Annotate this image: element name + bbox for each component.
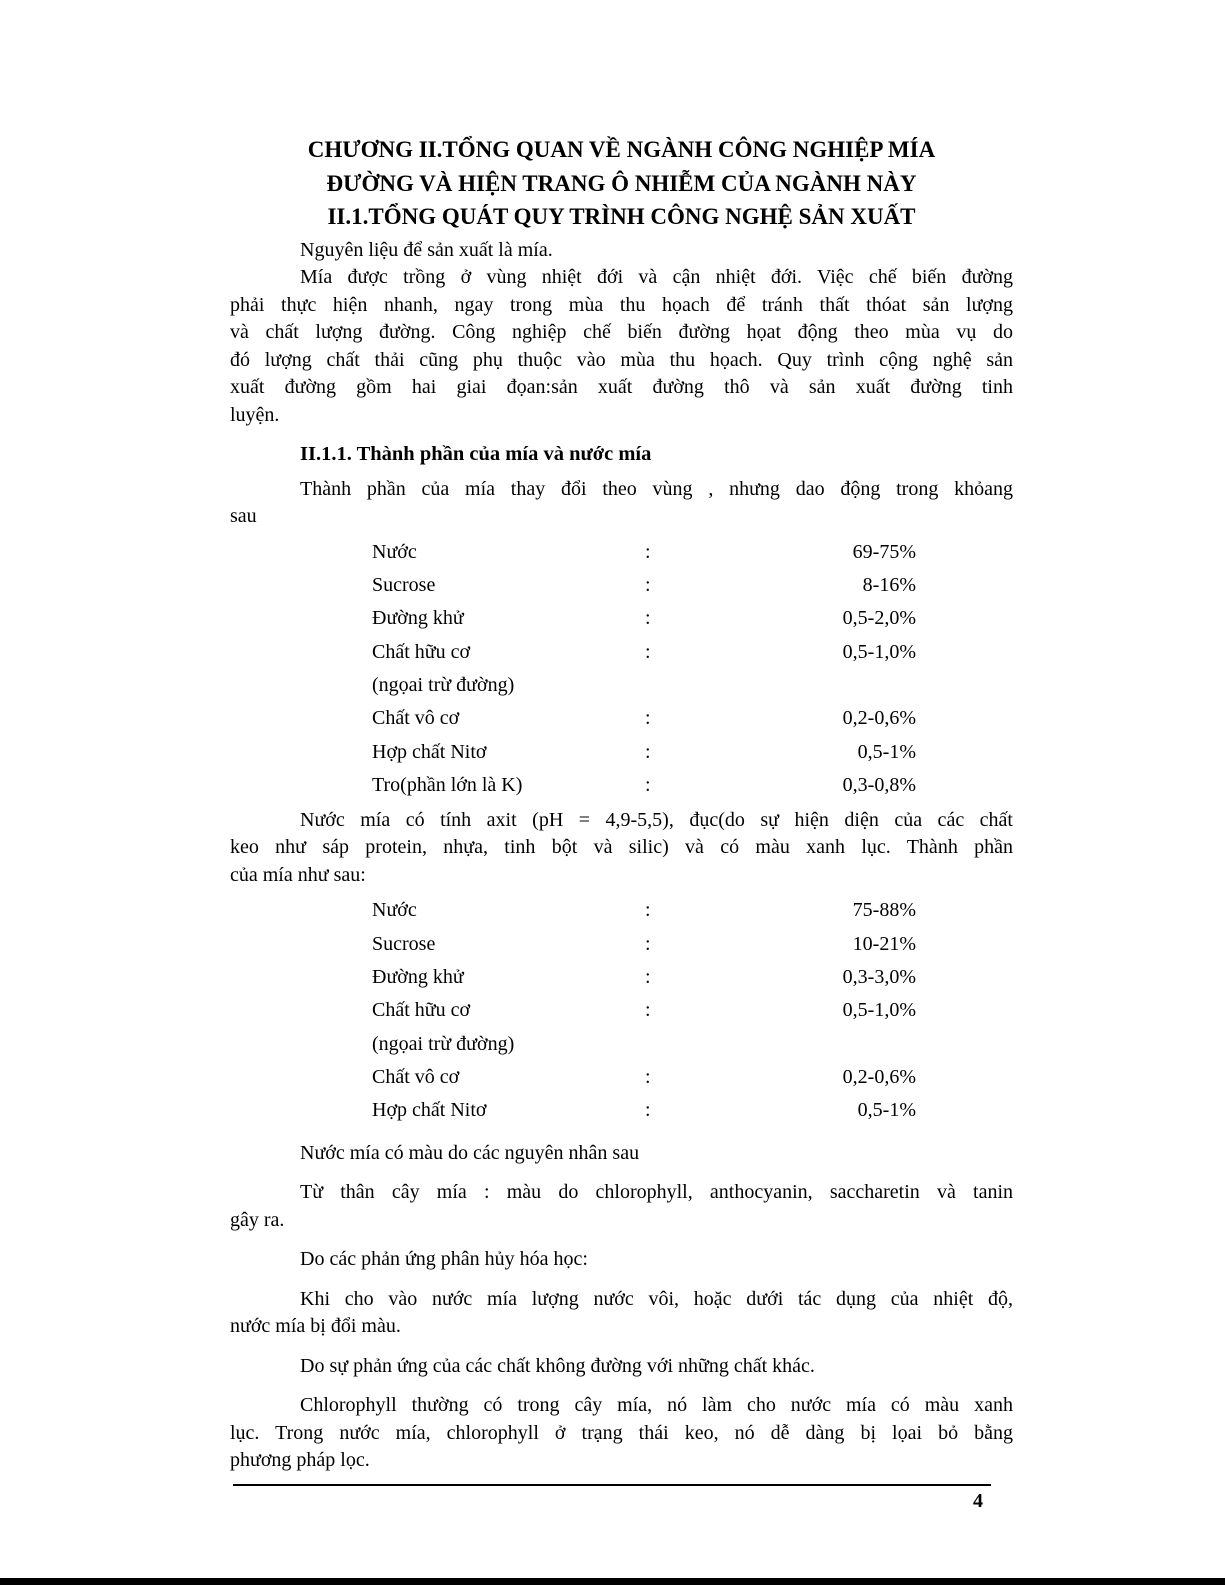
row-label: Tro(phần lớn là K) xyxy=(372,774,523,797)
row-label: Chất vô cơ xyxy=(372,707,460,730)
paragraph-nonsugar-reaction: Do sự phản ứng của các chất không đường với những chất khác. xyxy=(300,1354,815,1377)
composition-row xyxy=(230,702,1013,735)
row-separator: : xyxy=(645,1099,651,1122)
paragraph-line: Mía được trồng ở vùng nhiệt đới và cận nhiệt đới. Việc chế biến đường xyxy=(300,266,1013,288)
paragraph-line: gây ra. xyxy=(230,1208,285,1231)
paragraph-line: đó lượng chất thải cũng phụ thuộc vào mùa thu họach. Quy trình cộng nghệ sản xyxy=(230,348,1013,371)
composition-row xyxy=(230,894,1013,927)
composition-row xyxy=(230,636,1013,669)
paragraph-line: phải thực hiện nhanh, ngay trong mùa thu họach để tránh thất thóat sản lượng xyxy=(230,293,1013,316)
row-label: Sucrose xyxy=(372,932,436,955)
composition-row xyxy=(230,769,1013,802)
bottom-edge-bar xyxy=(0,1578,1225,1585)
chapter-heading xyxy=(230,133,1013,200)
composition-row xyxy=(230,961,1013,994)
paragraph-line: Từ thân cây mía : màu do chlorophyll, anthocyanin, saccharetin và tanin xyxy=(300,1181,1013,1204)
row-separator: : xyxy=(645,573,651,596)
paragraph-intro: Nguyên liệu để sản xuất là mía. xyxy=(300,238,553,261)
paragraph-line: lục. Trong nước mía, chlorophyll ở trạng thái keo, nó dễ dàng bị lọai bỏ bằng xyxy=(230,1421,1013,1444)
paragraph-line: luyện. xyxy=(230,403,280,426)
row-separator: : xyxy=(645,640,651,663)
composition-row xyxy=(230,1094,1013,1127)
paragraph-line: Thành phần của mía thay đổi theo vùng , nhưng dao động trong khỏang xyxy=(300,477,1013,500)
composition-row xyxy=(230,669,1013,702)
row-separator: : xyxy=(645,607,651,630)
composition-row xyxy=(230,1061,1013,1094)
row-separator: : xyxy=(645,774,651,797)
row-label: Đường khử xyxy=(372,965,464,988)
row-separator: : xyxy=(645,965,651,988)
row-label: Đường khử xyxy=(372,607,464,630)
paragraph-line: sau xyxy=(230,505,257,527)
paragraph-line: phương pháp lọc. xyxy=(230,1449,370,1472)
paragraph-line: Khi cho vào nước mía lượng nước vôi, hoặc dưới tác dụng của nhiệt độ, xyxy=(300,1287,1013,1310)
composition-table-juice xyxy=(230,894,1013,1128)
paragraph-juice-intro xyxy=(230,807,1013,890)
row-value: 0,2-0,6% xyxy=(842,1066,916,1089)
subsection-heading: II.1.1. Thành phần của mía và nước mía xyxy=(300,443,652,465)
row-value: 0,3-3,0% xyxy=(842,965,916,988)
paragraph-stem-color xyxy=(230,1179,1013,1234)
row-value: 8-16% xyxy=(862,573,916,596)
composition-row xyxy=(230,1028,1013,1061)
paragraph-line: và chất lượng đường. Công nghiệp chế biến đường họat động theo mùa vụ do xyxy=(230,321,1013,343)
content-column xyxy=(230,133,1013,1475)
row-label: Hợp chất Nitơ xyxy=(372,1099,487,1122)
row-label: (ngọai trừ đường) xyxy=(372,674,515,697)
row-value: 69-75% xyxy=(852,540,916,563)
paragraph-composition-intro xyxy=(230,476,1013,531)
row-label: Nước xyxy=(372,540,417,563)
row-label: Nước xyxy=(372,899,417,922)
paragraph-chemical-reactions: Do các phản ứng phân hủy hóa học: xyxy=(300,1248,588,1271)
composition-row xyxy=(230,994,1013,1027)
row-value: 0,5-2,0% xyxy=(842,607,916,630)
footer-divider xyxy=(233,1484,991,1486)
row-value: 0,5-1,0% xyxy=(842,640,916,663)
row-separator: : xyxy=(645,999,651,1022)
paragraph-overview xyxy=(230,264,1013,429)
row-label: Sucrose xyxy=(372,573,436,596)
chapter-heading-line-2: ĐƯỜNG VÀ HIỆN TRANG Ô NHIỄM CỦA NGÀNH NÀY xyxy=(326,170,917,196)
section-heading: II.1.TỔNG QUÁT QUY TRÌNH CÔNG NGHỆ SẢN XUẤT xyxy=(327,204,916,229)
paragraph-color-causes: Nước mía có màu do các nguyên nhân sau xyxy=(300,1141,640,1164)
row-value: 75-88% xyxy=(852,899,916,922)
row-separator: : xyxy=(645,707,651,730)
row-separator: : xyxy=(645,899,651,922)
composition-row xyxy=(230,602,1013,635)
row-separator: : xyxy=(645,932,651,955)
page-number: 4 xyxy=(973,1490,983,1512)
paragraph-lime-effect xyxy=(230,1286,1013,1341)
row-value: 0,5-1% xyxy=(857,740,916,763)
composition-table-cane xyxy=(230,536,1013,803)
chapter-heading-line-1: CHƯƠNG II.TỔNG QUAN VỀ NGÀNH CÔNG NGHIỆP MÍA xyxy=(307,137,936,162)
paragraph-line: Chlorophyll thường có trong cây mía, nó làm cho nước mía có màu xanh xyxy=(300,1394,1013,1417)
composition-row xyxy=(230,569,1013,602)
row-label: (ngọai trừ đường) xyxy=(372,1032,515,1055)
row-label: Chất vô cơ xyxy=(372,1066,460,1089)
row-value: 0,3-0,8% xyxy=(842,774,916,797)
row-separator: : xyxy=(645,1066,651,1089)
composition-row xyxy=(230,928,1013,961)
composition-row xyxy=(230,536,1013,569)
row-separator: : xyxy=(645,540,651,563)
row-value: 0,5-1% xyxy=(857,1099,916,1122)
row-label: Chất hữu cơ xyxy=(372,640,471,663)
paragraph-line: keo như sáp protein, nhựa, tinh bột và silic) và có màu xanh lục. Thành phần xyxy=(230,836,1013,859)
row-label: Chất hữu cơ xyxy=(372,999,471,1022)
paragraph-line: xuất đường gồm hai giai đọan:sản xuất đường thô và sản xuất đường tinh xyxy=(230,376,1013,398)
paragraph-line: Nước mía có tính axit (pH = 4,9-5,5), đục(do sự hiện diện của các chất xyxy=(300,808,1013,831)
paragraph-chlorophyll xyxy=(230,1392,1013,1475)
paragraph-line: nước mía bị đổi màu. xyxy=(230,1315,401,1338)
paragraph-line: của mía như sau: xyxy=(230,863,366,886)
row-label: Hợp chất Nitơ xyxy=(372,740,487,763)
row-value: 10-21% xyxy=(852,932,916,955)
row-value: 0,2-0,6% xyxy=(842,707,916,730)
row-value: 0,5-1,0% xyxy=(842,999,916,1022)
composition-row xyxy=(230,736,1013,769)
row-separator: : xyxy=(645,740,651,763)
